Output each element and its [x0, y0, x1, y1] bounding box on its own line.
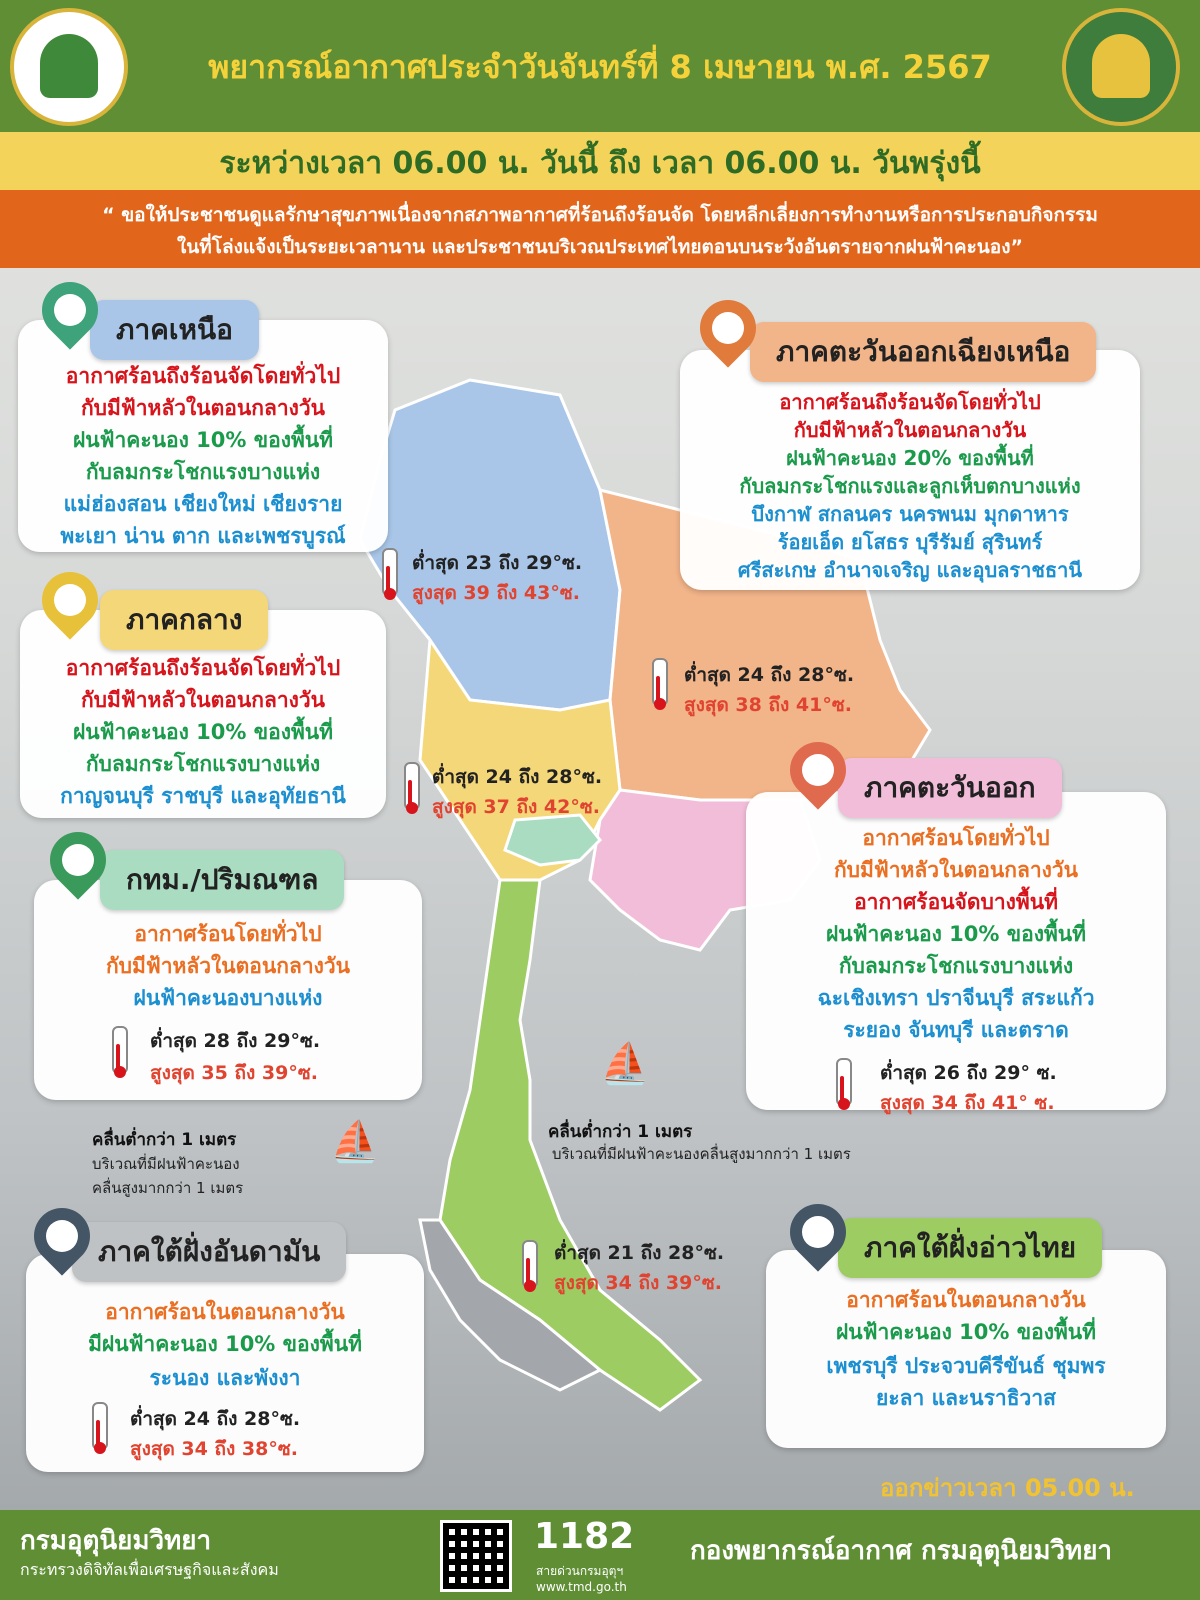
- north-title: ภาคเหนือ: [90, 300, 259, 360]
- sailboat-icon: ⛵: [600, 1041, 650, 1087]
- tmd-logo: [1062, 8, 1180, 126]
- advisory-line-2: ในที่โล่งแจ้งเป็นระยะเวลานาน และประชาชนบริเวณประเทศไทยตอนบนระวังอันตรายจากฝนฟ้าคะนอง”: [177, 236, 1023, 258]
- northeast-title: ภาคตะวันออกเฉียงเหนือ: [750, 322, 1096, 382]
- footer-org-name: กรมอุตุนิยมวิทยา: [20, 1526, 212, 1556]
- south-andaman-line-3: ระนอง และพังงา: [149, 1366, 301, 1390]
- south-andaman-line-1: อากาศร้อนในตอนกลางวัน: [105, 1300, 345, 1324]
- footer-division: กองพยากรณ์อากาศ กรมอุตุนิยมวิทยา: [690, 1536, 1113, 1566]
- northeast-line-1: อากาศร้อนถึงร้อนจัดโดยทั่วไป: [779, 390, 1041, 414]
- east-line-7: ระยอง จันทบุรี และตราด: [843, 1018, 1069, 1042]
- northeast-line-5: บึงกาฬ สกลนคร นครพนม มุกดาหาร: [751, 502, 1069, 526]
- advisory-line-1: “ ขอให้ประชาชนดูแลรักษาสุขภาพเนื่องจากสภาพอากาศที่ร้อนถึงร้อนจัด โดยหลีกเลี่ยงการทำงานหรือการประกอบกิจกรรม: [102, 204, 1098, 226]
- northeast-line-7: ศรีสะเกษ อำนาจเจริญ และอุบลราชธานี: [737, 558, 1083, 582]
- north-line-6: พะเยา น่าน ตาก และเพชรบูรณ์: [60, 524, 346, 548]
- north-line-3: ฝนฟ้าคะนอง 10% ของพื้นที่: [72, 428, 334, 452]
- period-subtitle: ระหว่างเวลา 06.00 น. วันนี้ ถึง เวลา 06.00 น. วันพรุ่งนี้: [219, 146, 981, 181]
- north-line-2: กับมีฟ้าหลัวในตอนกลางวัน: [80, 396, 326, 420]
- gulf-wave-title: คลื่นต่ำกว่า 1 เมตร: [548, 1122, 693, 1142]
- east-line-2: กับมีฟ้าหลัวในตอนกลางวัน: [833, 858, 1079, 882]
- east-temp-min: ต่ำสุด 26 ถึง 29° ซ.: [880, 1062, 1057, 1084]
- north-temp-max: สูงสุด 39 ถึง 43°ซ.: [412, 582, 580, 604]
- northeast-line-4: กับลมกระโชกแรงและลูกเห็บตกบางแห่ง: [739, 474, 1081, 498]
- central-line-5: กาญจนบุรี ราชบุรี และอุทัยธานี: [60, 784, 346, 808]
- gulf-wave-line: บริเวณที่มีฝนฟ้าคะนองคลื่นสูงมากกว่า 1 เมตร: [552, 1145, 851, 1163]
- central-line-1: อากาศร้อนถึงร้อนจัดโดยทั่วไป: [65, 656, 341, 680]
- hotline-number: 1182: [534, 1516, 635, 1557]
- map-bangkok: [505, 815, 600, 865]
- sailboat-icon: ⛵: [330, 1119, 380, 1165]
- northeast-temp-min: ต่ำสุด 24 ถึง 28°ซ.: [684, 664, 855, 686]
- south-andaman-temp-min: ต่ำสุด 24 ถึง 28°ซ.: [130, 1408, 301, 1430]
- north-line-1: อากาศร้อนถึงร้อนจัดโดยทั่วไป: [65, 364, 341, 388]
- south-gulf-box: [766, 1250, 1166, 1448]
- east-line-3: อากาศร้อนจัดบางพื้นที่: [854, 890, 1058, 914]
- bangkok-temp-max: สูงสุด 35 ถึง 39°ซ.: [150, 1062, 318, 1084]
- page-title: พยากรณ์อากาศประจำวันจันทร์ที่ 8 เมษายน พ.ศ. 2567: [208, 48, 992, 86]
- east-line-4: ฝนฟ้าคะนอง 10% ของพื้นที่: [825, 922, 1087, 946]
- thermometer-icon: [112, 1026, 128, 1074]
- bangkok-line-1: อากาศร้อนโดยทั่วไป: [134, 922, 322, 946]
- bangkok-temp-min: ต่ำสุด 28 ถึง 29°ซ.: [150, 1030, 321, 1052]
- northeast-line-6: ร้อยเอ็ด ยโสธร บุรีรัมย์ สุรินทร์: [777, 530, 1043, 554]
- thermometer-icon: [404, 762, 420, 810]
- thermometer-icon: [382, 548, 398, 596]
- thermometer-icon: [652, 658, 668, 706]
- south-gulf-line-3: เพชรบุรี ประจวบคีรีขันธ์ ชุมพร: [826, 1354, 1106, 1378]
- south-gulf-line-1: อากาศร้อนในตอนกลางวัน: [846, 1288, 1086, 1312]
- east-title: ภาคตะวันออก: [838, 758, 1062, 818]
- bangkok-line-3: ฝนฟ้าคะนองบางแห่ง: [133, 986, 323, 1010]
- thermometer-icon: [522, 1240, 538, 1288]
- south-temp-min: ต่ำสุด 21 ถึง 28°ซ.: [554, 1242, 725, 1264]
- central-title: ภาคกลาง: [100, 590, 268, 650]
- bangkok-line-2: กับมีฟ้าหลัวในตอนกลางวัน: [105, 954, 351, 978]
- bangkok-title: กทม./ปริมณฑล: [100, 850, 344, 910]
- issued-time: ออกข่าวเวลา 05.00 น.: [880, 1474, 1135, 1502]
- north-line-5: แม่ฮ่องสอน เชียงใหม่ เชียงราย: [63, 492, 343, 516]
- east-line-1: อากาศร้อนโดยทั่วไป: [862, 826, 1050, 850]
- northeast-line-2: กับมีฟ้าหลัวในตอนกลางวัน: [793, 418, 1027, 442]
- south-andaman-title: ภาคใต้ฝั่งอันดามัน: [72, 1222, 346, 1282]
- footer-ministry: กระทรวงดิจิทัลเพื่อเศรษฐกิจและสังคม: [20, 1560, 279, 1579]
- website[interactable]: www.tmd.go.th: [536, 1580, 627, 1594]
- east-line-5: กับลมกระโชกแรงบางแห่ง: [838, 954, 1074, 978]
- central-line-2: กับมีฟ้าหลัวในตอนกลางวัน: [80, 688, 326, 712]
- andaman-wave-title: คลื่นต่ำกว่า 1 เมตร: [92, 1130, 237, 1150]
- south-andaman-temp-max: สูงสุด 34 ถึง 38°ซ.: [130, 1438, 298, 1460]
- north-line-4: กับลมกระโชกแรงบางแห่ง: [85, 460, 321, 484]
- andaman-wave-line-1: บริเวณที่มีฝนฟ้าคะนอง: [92, 1155, 240, 1173]
- central-line-3: ฝนฟ้าคะนอง 10% ของพื้นที่: [72, 720, 334, 744]
- south-andaman-line-2: มีฝนฟ้าคะนอง 10% ของพื้นที่: [88, 1332, 362, 1356]
- south-temp-max: สูงสุด 34 ถึง 39°ซ.: [554, 1272, 722, 1294]
- south-gulf-line-2: ฝนฟ้าคะนอง 10% ของพื้นที่: [835, 1320, 1097, 1344]
- south-gulf-title: ภาคใต้ฝั่งอ่าวไทย: [838, 1218, 1102, 1278]
- central-temp-min: ต่ำสุด 24 ถึง 28°ซ.: [432, 766, 603, 788]
- map-north: [360, 380, 620, 710]
- east-line-6: ฉะเชิงเทรา ปราจีนบุรี สระแก้ว: [817, 986, 1095, 1010]
- south-gulf-line-4: ยะลา และนราธิวาส: [876, 1386, 1056, 1410]
- qr-code-icon[interactable]: [440, 1520, 512, 1592]
- northeast-line-3: ฝนฟ้าคะนอง 20% ของพื้นที่: [786, 446, 1034, 470]
- thermometer-icon: [92, 1402, 108, 1450]
- central-temp-max: สูงสุด 37 ถึง 42°ซ.: [432, 796, 600, 818]
- northeast-temp-max: สูงสุด 38 ถึง 41°ซ.: [684, 694, 852, 716]
- central-line-4: กับลมกระโชกแรงบางแห่ง: [85, 752, 321, 776]
- andaman-wave-line-2: คลื่นสูงมากกว่า 1 เมตร: [92, 1179, 244, 1197]
- ministry-logo: [10, 8, 128, 126]
- east-temp-max: สูงสุด 34 ถึง 41° ซ.: [880, 1092, 1055, 1114]
- north-temp-min: ต่ำสุด 23 ถึง 29°ซ.: [412, 552, 583, 574]
- hotline-label: สายด่วนกรมอุตุฯ: [536, 1564, 624, 1578]
- thermometer-icon: [836, 1058, 852, 1106]
